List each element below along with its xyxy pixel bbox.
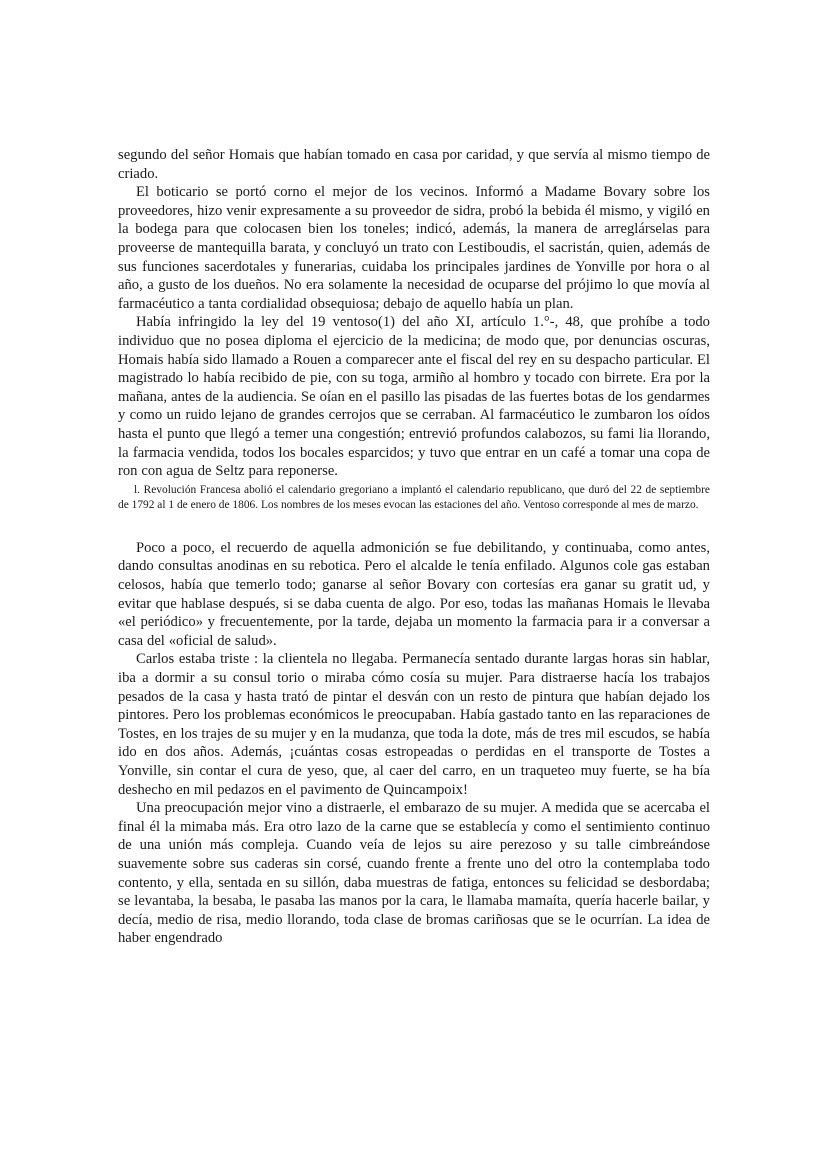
footnote-separator-space xyxy=(118,513,710,539)
paragraph-boticario: El boticario se portó corno el mejor de los vecinos. Informó a Madame Bovary sobre los proveedores, hizo venir expresamente a su proveedor de sidra, probó la bebida él mismo, y vigiló en la bodega para que colocasen bien los toneles; indicó, además, la manera de arreglárselas para proveerse de mantequilla barata, y concluyó un trato con Lestiboudis, el sacristán, quien, además de sus funciones sacerdotales y funerarias, cuidaba los principales jardines de Yonville por hora o al año, a gusto de los dueños. No era solamente la necesidad de ocuparse del prójimo lo que movía al farmacéutico a tanta cordialidad obsequiosa; debajo de aquello había un plan. xyxy=(118,184,710,312)
paragraph-preocupacion-embarazo: Una preocupación mejor vino a distraerle, el embarazo de su mujer. A medida que se acercaba el final él la mimaba más. Era otro lazo de la carne que se establecía y como el sentimiento continuo de una unión más compleja. Cuando veía de lejos su aire perezoso y su talle cimbreándose suavemente sobre sus caderas sin corsé, cuando frente a frente uno del otro la contemplaba todo contento, y ella, sentada en su sillón, daba muestras de fatiga, entonces su felicidad se desbordaba; se levantaba, la besaba, le pasaba las manos por la cara, le llamaba mamaíta, quería hacerle bailar, y decía, medio de risa, medio llorando, toda clase de bromas cariñosas que se le ocurrían. La idea de haber engendrado xyxy=(118,800,710,947)
footnote-block xyxy=(118,483,710,513)
paragraph-poco-a-poco: Poco a poco, el recuerdo de aquella admonición se fue debilitando, y continuaba, como antes, dando consultas anodinas en su rebotica. Pero el alcalde le tenía enfilado. Algunos cole gas estaban celosos, había que temerlo todo; ganarse al señor Bovary con cortesías era ganar su gratit ud, y evitar que hablase después, si se daba cuenta de algo. Por eso, todas las mañanas Homais le llevaba «el periódico» y frecuentemente, por la tarde, dejaba un momento la farmacia para ir a conversar a casa del «oficial de salud». xyxy=(118,539,710,649)
footnote-text: l. Revolución Francesa abolió el calendario gregoriano a implantó el calendario republicano, que duró del 22 de septiembre de 1792 al 1 de enero de 1806. Los nombres de los meses evocan las estaciones del año. Ventoso corresponde al mes de marzo. xyxy=(118,483,710,511)
paragraph-continued: segundo del señor Homais que habían tomado en casa por caridad, y que servía al mismo tiempo de criado. xyxy=(118,147,710,182)
page-text-column xyxy=(118,146,710,948)
paragraph-carlos-triste: Carlos estaba triste : la clientela no llegaba. Permanecía sentado durante largas horas sin hablar, iba a dormir a su consul torio o miraba cómo cosía su mujer. Para distraerse hacía los trabajos pesados de la casa y hasta trató de pintar el desván con un resto de pintura que habían dejado los pintores. Pero los problemas económicos le preocupaban. Había gastado tanto en las reparaciones de Tostes, en los trajes de su mujer y en la mudanza, que toda la dote, más de tres mil escudos, se había ido en dos años. Además, ¡cuántas cosas estropeadas o perdidas en el transporte de Tostes a Yonville, sin contar el cura de yeso, que, al caer del carro, en un traqueteo muy fuerte, se ha bía deshecho en mil pedazos en el pavimento de Quincampoix! xyxy=(118,651,710,798)
paragraph-ley-ventoso: Había infringido la ley del 19 ventoso(1) del año XI, artículo 1.°-, 48, que prohíbe a todo individuo que no posea diploma el ejercicio de la medicina; de modo que, por denuncias oscuras, Homais había sido llamado a Rouen a comparecer ante el fiscal del rey en su despacho particular. El magistrado lo había recibido de pie, con su toga, armiño al hombro y tocado con birrete. Era por la mañana, antes de la audiencia. Se oían en el pasillo las pisadas de las fuertes botas de los gendarmes y como un ruido lejano de grandes cerrojos que se cerraban. Al farmacéutico le zumbaron los oídos hasta el punto que llegó a temer una congestión; entrevió profundos calabozos, su fami lia llorando, la farmacia vendida, todos los bocales esparcidos; y tuvo que entrar en un café a tomar una copa de ron con agua de Seltz para reponerse. xyxy=(118,314,710,480)
